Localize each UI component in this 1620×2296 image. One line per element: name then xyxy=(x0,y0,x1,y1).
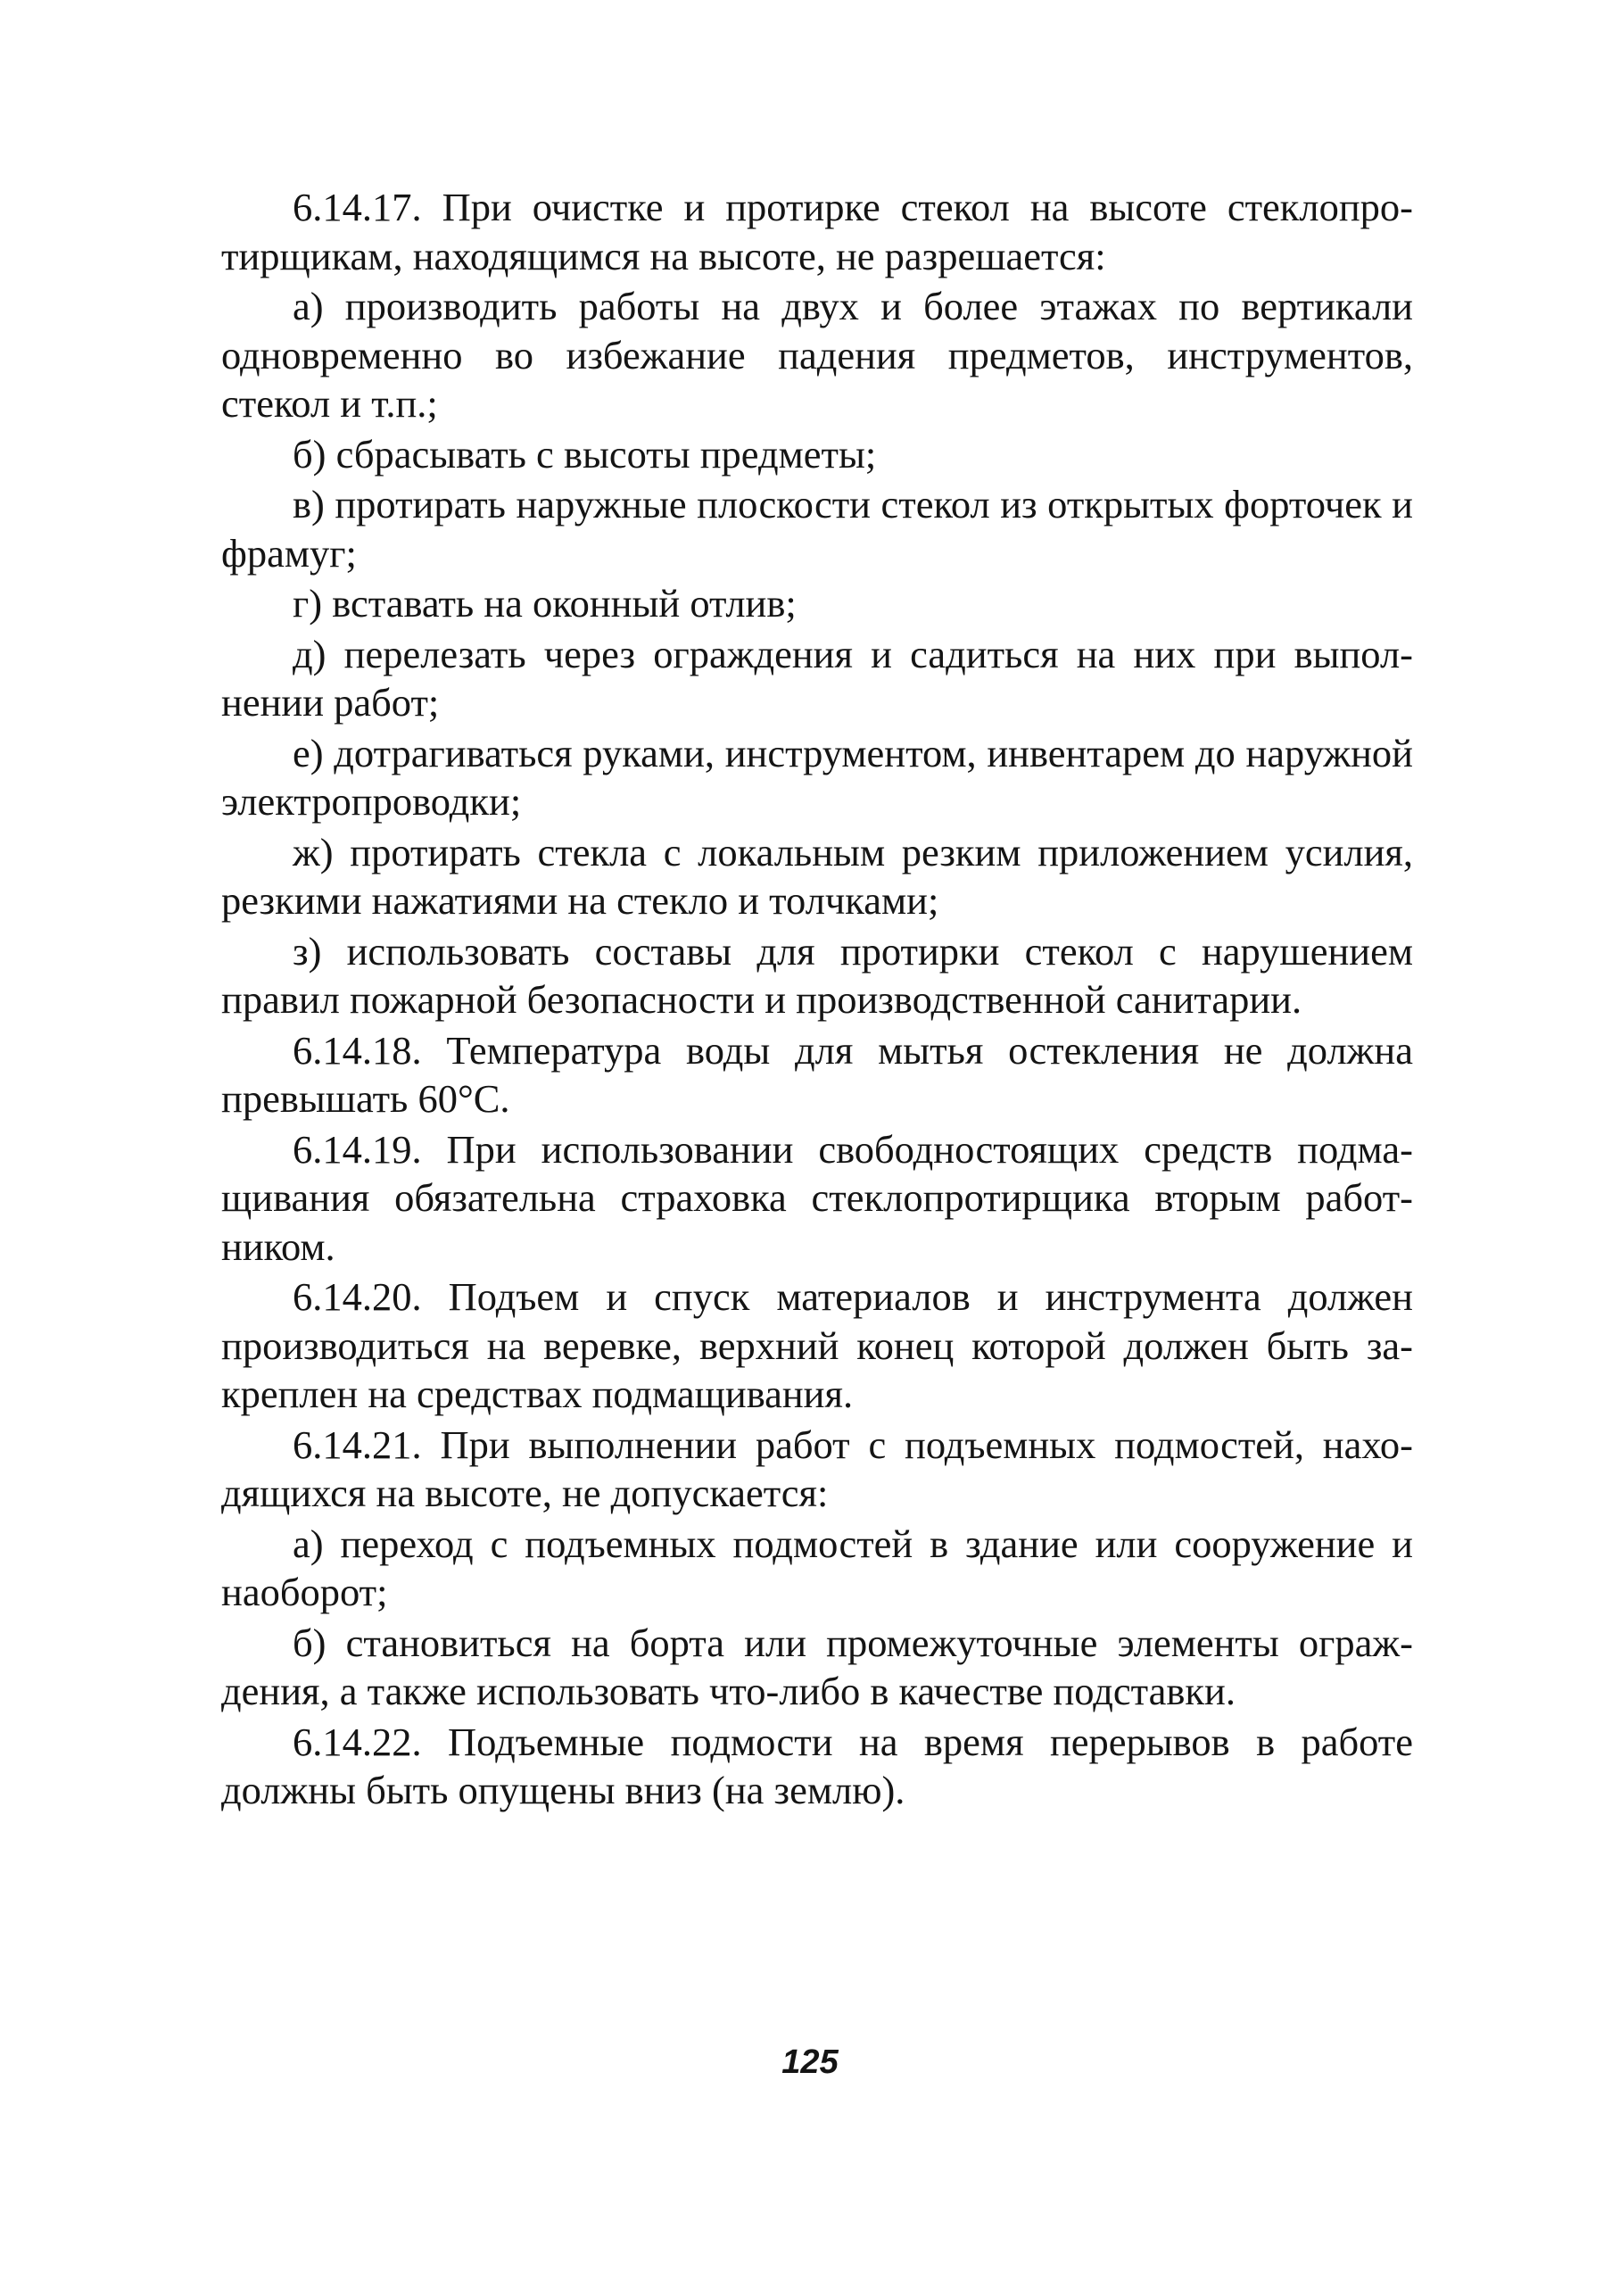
list-item-v: в) протирать наружные плоскости стекол из открытых форточек и фрамуг; xyxy=(221,482,1413,576)
list-item-b: б) сбрасывать с высоты предметы; xyxy=(293,431,877,477)
list-item-a-2: а) переход с подъемных подмостей в здание или сооружение и наоборот; xyxy=(221,1521,1413,1614)
paragraph-6-14-17: 6.14.17. При очистке и протирке стекол на высоте стеклопротирщикам, находящимся на высоте, не разрешается: xyxy=(221,185,1413,278)
paragraph-6-14-20: 6.14.20. Подъем и спуск материалов и инструмента должен производиться на веревке, верхний конец которой должен быть закреплен на средствах подмащивания. xyxy=(221,1274,1413,1416)
list-item-zh: ж) протирать стекла с локальным резким приложением усилия, резкими нажатиями на стекло и толчками; xyxy=(221,829,1413,923)
paragraph-6-14-22: 6.14.22. Подъемные подмости на время перерывов в работе должны быть опущены вниз (на землю). xyxy=(221,1719,1413,1812)
list-item-b-2: б) становиться на борта или промежуточные элементы ограждения, а также использовать что-либо в качестве подставки. xyxy=(221,1620,1413,1713)
list-item-d: д) перелезать через ограждения и садиться на них при выполнении работ; xyxy=(221,631,1413,725)
page-number: 125 xyxy=(781,2043,839,2081)
list-item-z: з) использовать составы для протирки стекол с нарушением правил пожарной безопасности и производственной санитарии. xyxy=(221,928,1413,1022)
list-item-a: а) производить работы на двух и более этажах по вертикали одновременно во избежание падения предметов, инструментов, стекол и т.п.; xyxy=(221,284,1413,426)
list-item-g: г) вставать на оконный отлив; xyxy=(293,581,797,626)
body-text xyxy=(221,183,1413,1817)
paragraph-6-14-19: 6.14.19. При использовании свободностоящих средств подмащивания обязательна страховка стеклопротирщика вторым работником. xyxy=(221,1126,1413,1269)
paragraph-6-14-18: 6.14.18. Температура воды для мытья остекления не должна превышать 60°С. xyxy=(221,1027,1413,1121)
paragraph-6-14-21: 6.14.21. При выполнении работ с подъемных подмостей, находящихся на высоте, не допускается: xyxy=(221,1422,1413,1515)
list-item-e: е) дотрагиваться руками, инструментом, инвентарем до наружной электропроводки; xyxy=(221,730,1413,824)
